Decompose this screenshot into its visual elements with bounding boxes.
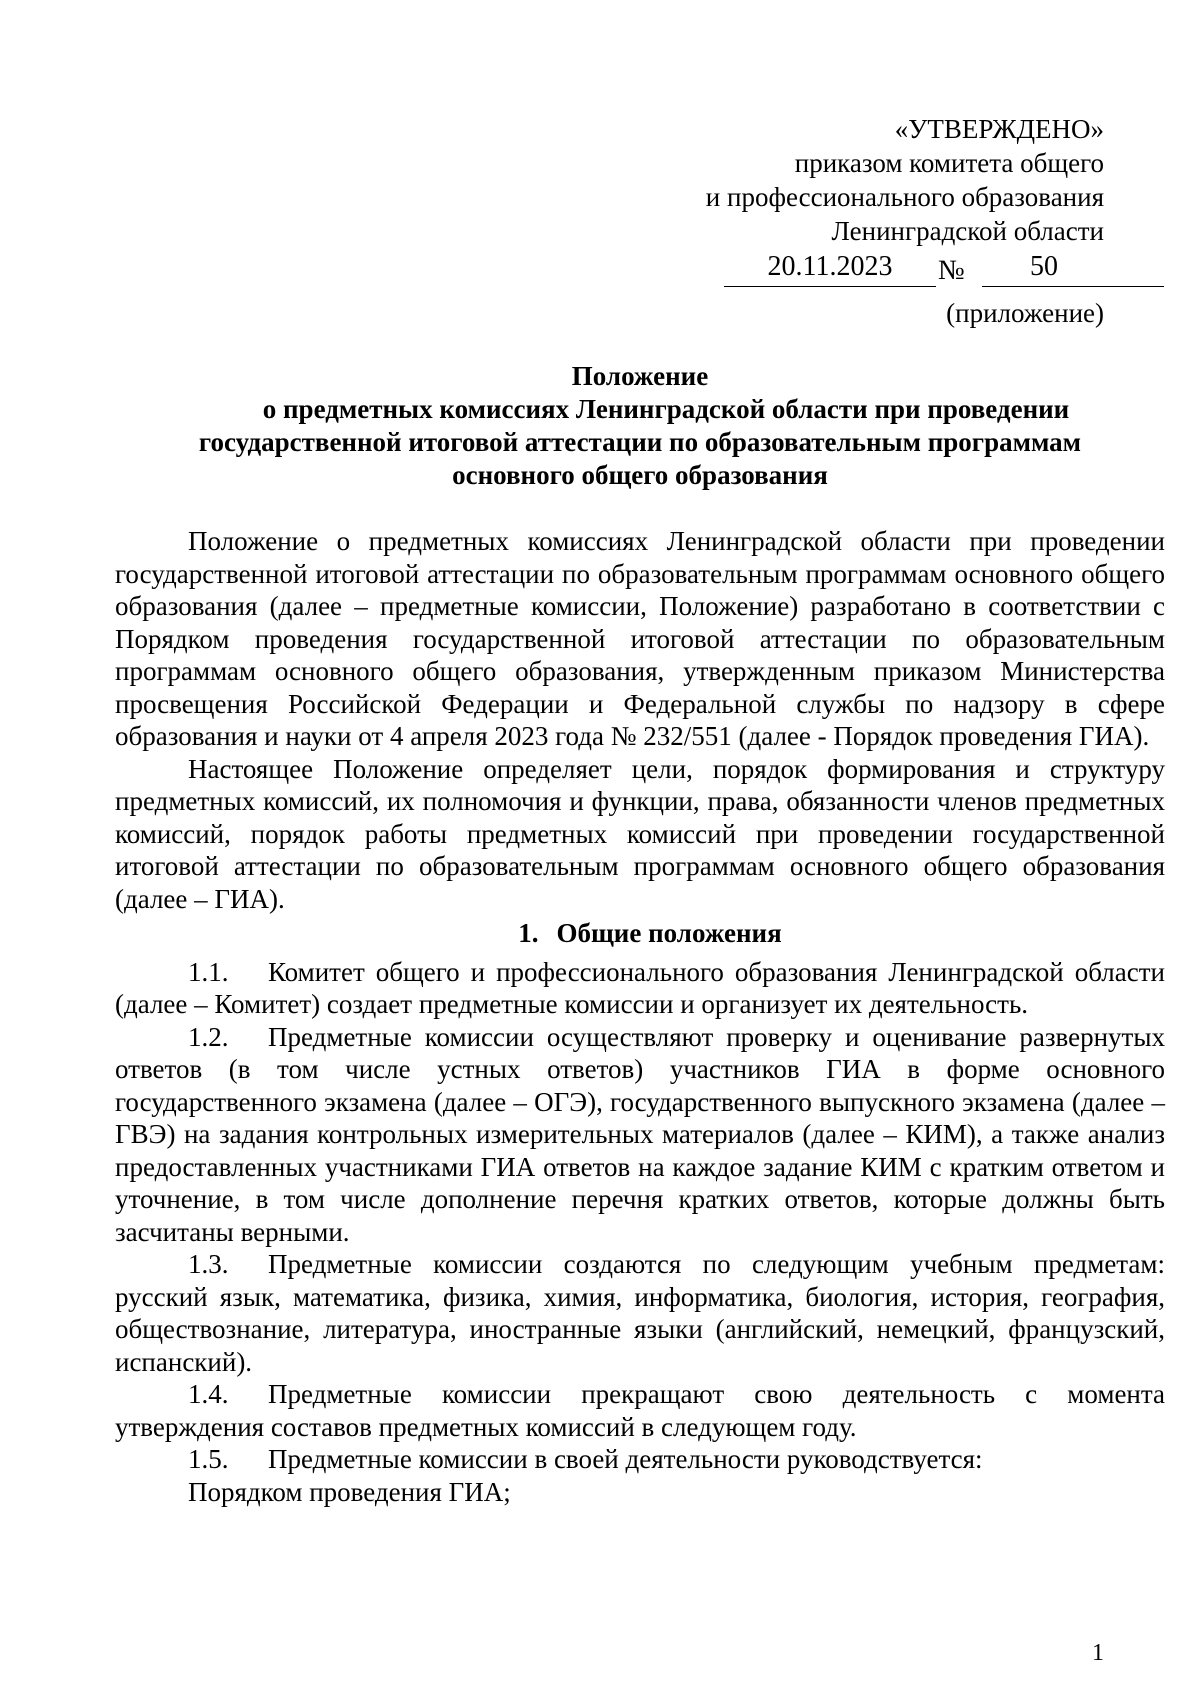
approval-block (706, 112, 1104, 248)
section-number: 1. (518, 918, 539, 948)
clause-number: 1.1. (188, 956, 229, 987)
section-heading (115, 917, 1165, 950)
clause-number: 1.5. (188, 1444, 229, 1474)
clause-text: Предметные комиссии осуществляют проверку и оценивание развернутых ответов (в том числе устных ответов) участников ГИА в форме основного государственного экзамена (далее – ОГЭ), государственного выпускного экзамена (далее – ГВЭ) на задания контрольных измерительных материалов (далее – КИМ), а также анализ предоставленных участниками ГИА ответов на каждое задание КИМ с кратким ответом и уточнение, в том числе дополнение перечня кратких ответов, которые должны быть засчитаны верными. (115, 1021, 1165, 1247)
clause-1-3 (115, 1248, 1165, 1378)
document-body (115, 525, 1165, 1508)
order-date-number (724, 250, 1164, 290)
appendix-label: (приложение) (946, 298, 1104, 328)
clause-text: Предметные комиссии создаются по следующим учебным предметам: русский язык, математика, физика, химия, информатика, биология, история, география, обществознание, литература, иностранные языки (английский, немецкий, французский, испанский). (115, 1249, 1165, 1377)
clause-1-5 (115, 1443, 1165, 1476)
title-line-3: государственной итоговой аттестации по образовательным программам (198, 427, 1082, 457)
title-line-1: Положение (571, 361, 709, 391)
title-line-2: о предметных комиссиях Ленинградской области при проведении (262, 394, 1070, 424)
clause-1-4 (115, 1378, 1165, 1443)
number-sign: № (938, 255, 965, 286)
clause-text: Комитет общего и профессионального образования Ленинградской области (далее – Комитет) создает предметные комиссии и организует их деятельность. (115, 956, 1165, 1019)
intro-paragraph-2: Настоящее Положение определяет цели, порядок формирования и структуру предметных комиссий, их полномочия и функции, права, обязанности членов предметных комиссий, порядок работы предметных комиссий при проведении государственной итоговой аттестации по образовательным программам основного общего образования (далее – ГИА). (115, 753, 1165, 914)
order-number: 50 (1030, 251, 1058, 282)
clause-1-1 (115, 956, 1165, 1021)
approval-line-2: и профессионального образования (705, 182, 1104, 212)
clause-number: 1.4. (188, 1379, 229, 1409)
document-title (115, 360, 1165, 492)
clause-number: 1.2. (188, 1021, 229, 1052)
intro-paragraph-1: Положение о предметных комиссиях Ленинградской области при проведении государственной итоговой аттестации по образовательным программам основного общего образования (далее – предметные комиссии, Положение) разработано в соответствии с Порядком проведения государственной итоговой аттестации по образовательным программам основного общего образования, утвержденным приказом Министерства просвещения Российской Федерации и Федеральной службы по надзору в сфере образования и науки от 4 апреля 2023 года № 232/551 (далее - Порядок проведения ГИА). (115, 526, 1165, 751)
clause-1-5-sub-item: Порядком проведения ГИА; (188, 1476, 511, 1507)
order-number-field (982, 250, 1164, 287)
title-line-4: основного общего образования (452, 460, 828, 490)
section-title: Общие положения (556, 918, 782, 948)
page-number: 1 (1092, 1640, 1104, 1666)
approval-line-1: приказом комитета общего (794, 148, 1104, 178)
order-date: 20.11.2023 (724, 250, 936, 287)
clause-1-2 (115, 1021, 1165, 1249)
approval-line-3: Ленинградской области (831, 216, 1104, 246)
clause-text: Предметные комиссии в своей деятельности руководствуется: (268, 1444, 983, 1474)
clause-number: 1.3. (188, 1249, 229, 1279)
approval-stamp: «УТВЕРЖДЕНО» (894, 114, 1104, 144)
clause-text: Предметные комиссии прекращают свою деятельность с момента утверждения составов предметных комиссий в следующем году. (115, 1379, 1165, 1442)
